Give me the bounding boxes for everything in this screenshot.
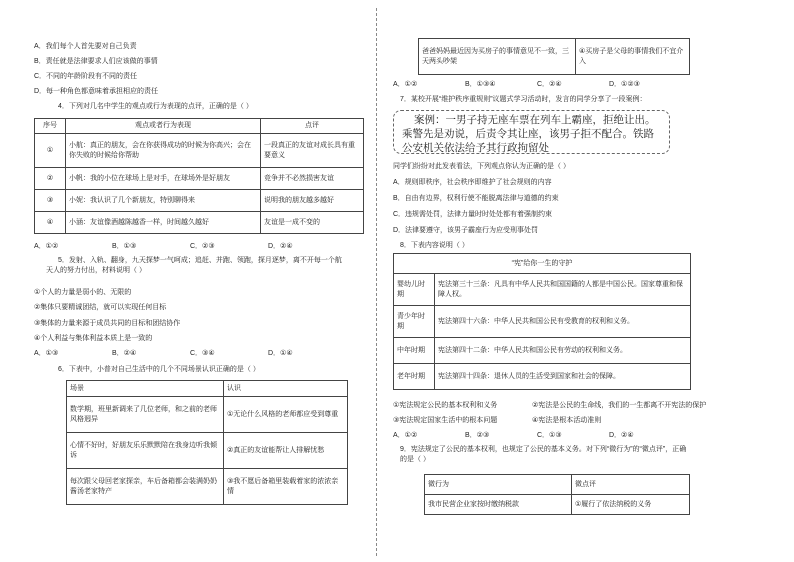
q4-row-comment: 友谊是一成不变的 xyxy=(261,212,364,234)
table-row xyxy=(67,397,348,433)
q8-row-text: 宪法第四十四条：退休人员的生活受到国家和社会的保障。 xyxy=(435,364,691,390)
q5-option-a: A．①③ xyxy=(34,350,59,357)
q9-header-comment: 微点评 xyxy=(572,475,690,495)
q5-stem: 5．发射、入轨、翻身，九天探梦一气呵成；追赶、并跑、领跑，探月逐梦，离不开每一个航天人的努力付出，材料说明（ ） xyxy=(46,257,342,274)
table-row xyxy=(35,134,364,168)
q6-header-view: 认识 xyxy=(224,381,348,397)
q5-item-1: ①个人的力量是弱小的、无限的 xyxy=(34,289,132,296)
q6-option-c: C．②④ xyxy=(537,81,562,88)
q4-table xyxy=(34,118,364,234)
q9-table xyxy=(424,474,690,515)
table-row xyxy=(394,364,691,390)
q4-header-view: 观点或者行为表现 xyxy=(66,119,261,134)
q5-option-b: B．②④ xyxy=(112,350,137,357)
q6-option-a: A．①② xyxy=(393,81,418,88)
q8-row-period: 中年时期 xyxy=(394,338,435,364)
q6-row-view: ②真正的友谊能帮让人排解忧愁 xyxy=(224,433,348,469)
q4-row-comment: 竞争并不必然损害友谊 xyxy=(261,168,364,190)
table-row xyxy=(394,274,691,306)
q6-table-continued xyxy=(418,38,690,75)
q4-option-a: A．①② xyxy=(34,243,59,250)
q6-row-scene: 每次跟父母回老家探亲，车后备箱都会装满奶奶酱汤老家特产 xyxy=(67,469,224,505)
q8-row-text: 宪法第四十六条：中华人民共和国公民有受教育的权利和义务。 xyxy=(435,306,691,338)
q8-stem: 8．下表内容说明（ ） xyxy=(400,242,469,249)
q8-item-1: ①宪法规定公民的基本权利和义务 xyxy=(393,402,498,409)
q8-row-period: 老年时期 xyxy=(394,364,435,390)
q4-option-d: D．②④ xyxy=(268,243,293,250)
q8-option-a: A．①② xyxy=(393,432,418,439)
q4-header-comment: 点评 xyxy=(261,119,364,134)
q6-row-scene: 数学期，班里新调来了几位老师，和之前的老师风格迥异 xyxy=(67,397,224,433)
q7-follow: 同学们纷纷对此发表看法，下列观点你认为正确的是（ ） xyxy=(393,163,570,170)
q7-option-b: B．自由有边界，权利行使不能脱离法律与道德的约束 xyxy=(393,195,559,202)
table-row xyxy=(67,469,348,505)
q6-stem: 6．下表中，小普对自己生活中的几个不同场景认识正确的是（ ） xyxy=(58,366,260,373)
q6-header-scene: 场景 xyxy=(67,381,224,397)
q8-table-title: “宪”给你一生的守护 xyxy=(394,254,691,274)
q5-options xyxy=(34,349,354,358)
q7-option-d: D．法律要遵守，该男子霸座行为应受刑事处罚 xyxy=(393,227,539,234)
q4-row-no: ① xyxy=(35,134,66,168)
q3-option-a: A．我们每个人首先要对自己负责 xyxy=(34,43,137,50)
q6-row-scene: 心情不好时，好朋友乐乐默默陪在我身边听我倾诉 xyxy=(67,433,224,469)
q5-option-d: D．①④ xyxy=(268,350,293,357)
q6-option-b: B．①③④ xyxy=(465,81,496,88)
q6-options xyxy=(393,80,683,89)
q6-row-view: ④买房子是父母的事情我们不宜介入 xyxy=(576,39,690,75)
q9-header-act: 微行为 xyxy=(425,475,572,495)
q6-option-d: D．①②③ xyxy=(609,81,640,88)
q5-item-3: ③集体的力量来源于成员共同的目标和团结协作 xyxy=(34,320,181,327)
q8-option-c: C．①③ xyxy=(537,432,562,439)
q4-row-no: ④ xyxy=(35,212,66,234)
case-text: 案例：一男子持无座车票在列车上霸座，拒绝让出。乘警先是劝说，后责令其让座，该男子拒不配合。铁路公安机关依法给予其行政拘留处 xyxy=(402,115,656,154)
table-row xyxy=(394,306,691,338)
q6-row-view: ①无论什么风格的老师都应受到尊重 xyxy=(224,397,348,433)
q4-row-comment: 一段真正的友谊对成长具有重要意义 xyxy=(261,134,364,168)
table-row xyxy=(35,190,364,212)
q9-row-act: 我市民营企业家按时缴纳税款 xyxy=(425,495,572,515)
q4-option-c: C．②③ xyxy=(190,243,215,250)
q8-options xyxy=(393,431,683,440)
q3-option-b: B．责任就是法律要求人们应该做的事情 xyxy=(34,58,158,65)
table-row xyxy=(419,39,690,75)
q7-stem: 7．某校开展“维护秩序重规则”议题式学习活动时，发言的同学分享了一段案例： xyxy=(400,96,647,103)
q9-row-comment: ①履行了依法纳税的义务 xyxy=(572,495,690,515)
column-divider xyxy=(376,8,377,556)
q5-item-4: ④个人利益与集体利益本质上是一致的 xyxy=(34,335,153,342)
case-box xyxy=(393,110,670,154)
table-row xyxy=(35,168,364,190)
q8-option-d: D．②④ xyxy=(609,432,634,439)
q3-option-c: C．不同的年龄阶段有不同的责任 xyxy=(34,73,138,80)
q6-row-scene: 爸爸妈妈最近因为买房子的事情意见不一致，三天两头吵架 xyxy=(419,39,576,75)
q8-row-period: 婴幼儿时期 xyxy=(394,274,435,306)
q8-item-4: ④宪法是根本活动准则 xyxy=(532,417,602,424)
q4-row-comment: 说明我的朋友越多越好 xyxy=(261,190,364,212)
table-row xyxy=(35,212,364,234)
q8-table xyxy=(393,253,691,390)
q4-row-view: 小妮：我认识了几个新朋友，特别聊得来 xyxy=(66,190,261,212)
q4-stem: 4．下列对几名中学生的观点或行为表现的点评，正确的是（ ） xyxy=(58,103,253,110)
q4-option-b: B．①③ xyxy=(112,243,137,250)
q4-row-view: 小涵：友谊像酒越陈越香一样，时间越久越好 xyxy=(66,212,261,234)
q5-option-c: C．③④ xyxy=(190,350,215,357)
q4-row-no: ② xyxy=(35,168,66,190)
q4-row-view: 小航：真正的朋友，会在你获得成功的时候为你高兴；会在你失败的时候给你帮助 xyxy=(66,134,261,168)
q7-option-a: A．规则即秩序，社会秩序即维护了社会规则的内容 xyxy=(393,179,552,186)
q9-stem: 9．宪法规定了公民的基本权利，也规定了公民的基本义务。对下列“微行为”的“微点评”，正确的是（ ） xyxy=(400,446,687,463)
q6-table xyxy=(66,380,348,505)
q8-row-text: 宪法第四十二条：中华人民共和国公民有劳动的权利和义务。 xyxy=(435,338,691,364)
q8-item-2: ②宪法是公民的生命线，我们的一生都离不开宪法的保护 xyxy=(532,402,707,409)
q4-options xyxy=(34,242,354,251)
table-row xyxy=(67,433,348,469)
table-row xyxy=(394,338,691,364)
q5-item-2: ②集体只要精诚团结，就可以实现任何目标 xyxy=(34,304,167,311)
q8-row-text: 宪法第三十三条：凡具有中华人民共和国国籍的人都是中国公民。国家尊重和保障人权。 xyxy=(435,274,691,306)
q7-option-c: C．违规需处罚，法律力量时时处处都有着强制约束 xyxy=(393,211,553,218)
table-row xyxy=(425,495,690,515)
q4-row-no: ③ xyxy=(35,190,66,212)
q6-row-view: ③我不愿后备箱里装载着家的浓浓亲情 xyxy=(224,469,348,505)
q4-header-no: 序号 xyxy=(35,119,66,134)
q8-item-3: ③宪法规定国家生活中的根本问题 xyxy=(393,417,498,424)
q8-option-b: B．②③ xyxy=(465,432,490,439)
q8-row-period: 青少年时期 xyxy=(394,306,435,338)
q4-row-view: 小帆：我的小位在球场上是对手，在球场外是好朋友 xyxy=(66,168,261,190)
q3-option-d: D．每一种角色都意味着承担相应的责任 xyxy=(34,88,159,95)
